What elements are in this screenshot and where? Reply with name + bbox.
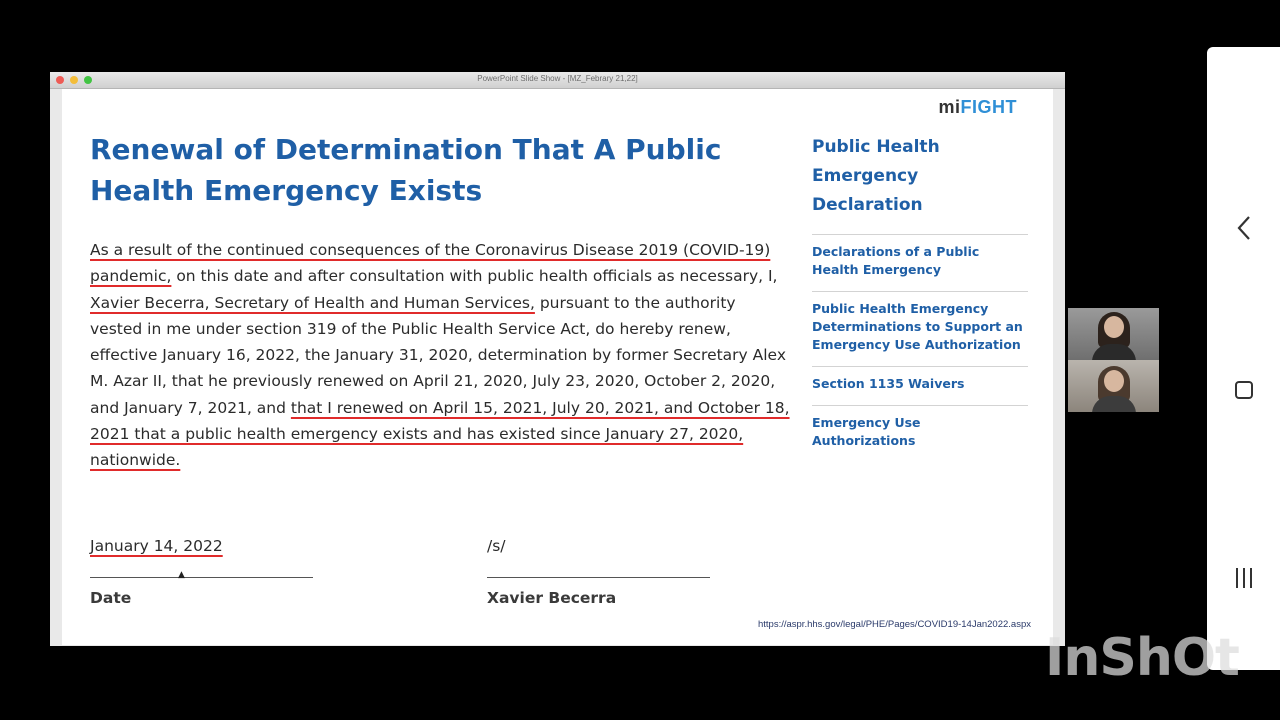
- date-label: Date: [90, 589, 132, 607]
- participant-video-2[interactable]: [1068, 360, 1159, 412]
- date-line: [90, 577, 313, 578]
- signer-name: Xavier Becerra: [487, 589, 617, 607]
- mouse-cursor-icon: ▲: [178, 570, 185, 580]
- video-call-thumbnails[interactable]: [1068, 308, 1159, 412]
- signature-line: [487, 577, 710, 578]
- signature-value: /s/: [487, 537, 506, 555]
- sidebar-heading: Public Health Emergency Declaration: [812, 137, 940, 215]
- body-segment: that I renewed on April 15, 2021, July 20, 2021, and October 18, 2021 that a public health emergency exists and has existed since January 27, 2020, nationwide.: [90, 398, 790, 470]
- sidebar-link-1135-waivers[interactable]: Section 1135 Waivers: [812, 366, 1028, 405]
- home-square-icon[interactable]: [1229, 375, 1259, 405]
- participant-video-1[interactable]: [1068, 308, 1159, 360]
- mifight-logo: miFIGHT: [938, 97, 1017, 117]
- android-nav-panel: [1207, 47, 1280, 670]
- slide-title: Renewal of Determination That A Public Health Emergency Exists: [90, 133, 722, 207]
- determination-text: [90, 237, 790, 474]
- body-segment: Xavier Becerra, Secretary of Health and Human Services,: [90, 293, 535, 312]
- source-url-link[interactable]: https://aspr.hhs.gov/legal/PHE/Pages/COVID19-14Jan2022.aspx: [757, 619, 1031, 630]
- sidebar-link-eua[interactable]: Emergency Use Authorizations: [812, 405, 1028, 462]
- window-title: PowerPoint Slide Show - [MZ_Febrary 21,22]: [477, 74, 638, 83]
- sidebar-link-determinations-eua[interactable]: Public Health Emergency Determinations to Support an Emergency Use Authorization: [812, 291, 1028, 366]
- body-segment: on this date and after consultation with public health officials as necessary, I,: [171, 267, 778, 286]
- sidebar-link-declarations[interactable]: Declarations of a Public Health Emergency: [812, 234, 1028, 291]
- window-titlebar: [50, 72, 1065, 89]
- slide-sidebar: [812, 133, 1028, 462]
- signature-date-value: January 14, 2022: [90, 537, 223, 555]
- body-segment: As a result of the continued consequences of the Coronavirus Disease 2019 (COVID-19) pandemic,: [90, 241, 771, 286]
- slideshow-window: [50, 72, 1065, 646]
- chevron-left-icon[interactable]: [1229, 213, 1259, 243]
- slide[interactable]: [62, 89, 1053, 645]
- inshot-watermark: InShOt: [1045, 628, 1239, 688]
- body-segment: pursuant to the authority vested in me under section 319 of the Public Health Service Act, do hereby renew, effective January 16, 2022, the January 31, 2020, determination by former Secretary Alex M. Azar II, that he previously renewed on April 21, 2020, July 23, 2020, October 2, 2020, and January 7, 2021, and: [90, 293, 786, 417]
- recent-apps-icon[interactable]: [1229, 563, 1259, 593]
